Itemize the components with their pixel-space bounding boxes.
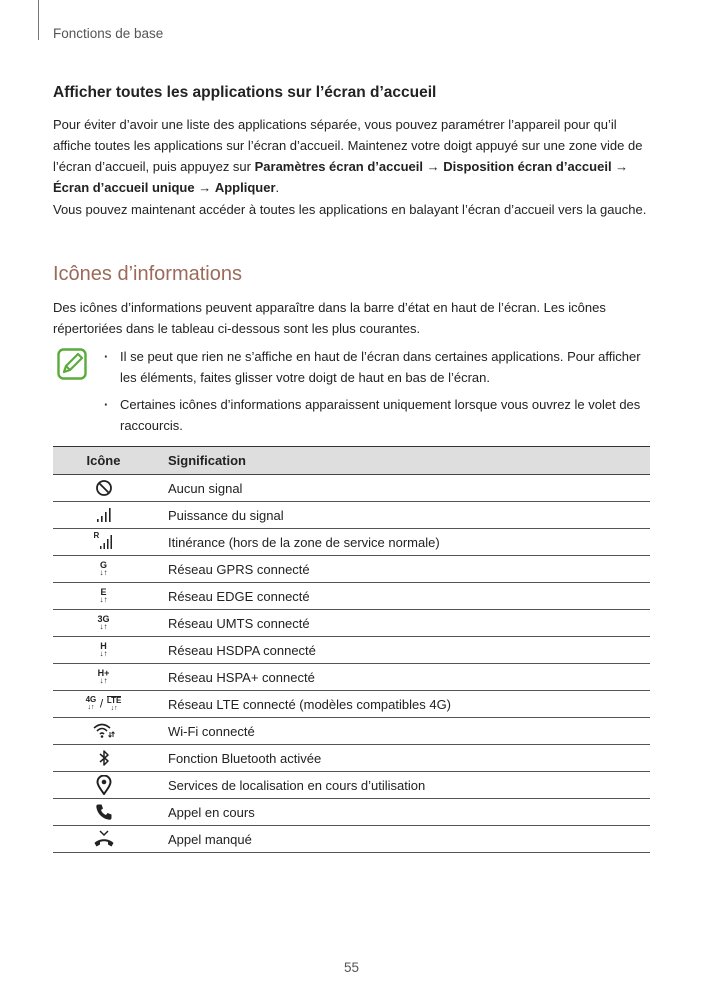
table-row [53,718,650,745]
table-row [53,502,650,529]
missed-call-icon [93,829,115,849]
table-row [53,745,650,772]
header-meaning: Signification [154,447,650,475]
row-meaning: Réseau HSPA+ connecté [154,664,650,691]
row-meaning: Réseau GPRS connecté [154,556,650,583]
signal-strength-icon [95,507,113,523]
hsdpa-icon: H ↓↑ [99,641,108,659]
phone-call-icon [95,803,113,821]
step-intro-text: Pour éviter d’avoir une liste des applications séparée, vous pouvez paramétrer l’appareil pour qu’il affiche toutes les applications sur l’écran d’accueil. Maintenez votre doigt appuyé sur une zone vide de l’écran d’accueil, puis appuyez sur [53,117,643,174]
step-arrow: → [423,159,444,174]
note-list [104,346,652,442]
row-meaning: Wi-Fi connecté [154,718,650,745]
row-meaning: Puissance du signal [154,502,650,529]
row-meaning: Réseau EDGE connecté [154,583,650,610]
table-row [53,637,650,664]
table-row [53,610,650,637]
row-meaning: Services de localisation en cours d’utilisation [154,772,650,799]
note-item: · Il se peut que rien ne s’affiche en haut de l’écran dans certaines applications. Pour afficher les éléments, faites glisser votre doigt de haut en bas de l’écran. [104,346,652,388]
step-arrow: → [611,159,629,174]
row-meaning: Appel en cours [154,799,650,826]
row-meaning: Aucun signal [154,475,650,502]
note-item: · Certaines icônes d’informations apparaissent uniquement lorsque vous ouvrez le volet des raccourcis. [104,394,652,436]
row-meaning: Réseau HSDPA connecté [154,637,650,664]
edge-icon: E ↓↑ [99,587,108,605]
table-row [53,826,650,853]
table-row [53,529,650,556]
paragraph-swipe-left: Vous pouvez maintenant accéder à toutes les applications en balayant l’écran d’accueil vers la gauche. [53,202,647,217]
table-row [53,799,650,826]
chapter-title: Fonctions de base [53,26,164,41]
table-row [53,556,650,583]
roaming-icon: R [94,533,114,551]
step-home-settings: Paramètres écran d’accueil [254,159,423,174]
table-header-row [53,447,650,475]
step-arrow: → [194,180,215,195]
step-layout: Disposition écran d’accueil [443,159,612,174]
bluetooth-icon [98,749,110,767]
umts-icon: 3G ↓↑ [97,614,110,632]
table-row [53,664,650,691]
table-row [53,583,650,610]
row-meaning: Itinérance (hors de la zone de service normale) [154,529,650,556]
page-number: 55 [343,960,360,975]
step-end: . [275,180,280,195]
table-row [53,691,650,718]
row-meaning: Réseau LTE connecté (modèles compatibles 4G) [154,691,650,718]
hspa-plus-icon: H+ ↓↑ [97,668,110,686]
info-icons-table [53,446,650,853]
gprs-icon: G ↓↑ [99,560,108,578]
paragraph-home-screen-steps [53,114,653,198]
wifi-icon [93,723,115,739]
note-pencil-icon [57,348,87,380]
location-pin-icon [96,775,112,795]
header-rule [38,0,39,40]
row-meaning: Fonction Bluetooth activée [154,745,650,772]
section-heading-info-icons: Icônes d’informations [53,263,242,285]
no-signal-icon [95,479,113,497]
header-icon: Icône [53,447,154,475]
row-meaning: Appel manqué [154,826,650,853]
section-heading-home-screen: Afficher toutes les applications sur l’écran d’accueil [53,84,437,101]
table-row [53,772,650,799]
lte-icon: 4G ↓↑ / LTE ↓↑ [85,695,122,712]
paragraph-info-icons-intro: Des icônes d’informations peuvent apparaître dans la barre d’état en haut de l’écran. Les icônes répertoriées dans le tableau ci-dessous sont les plus courantes. [53,300,606,336]
step-apply: Appliquer [214,180,276,195]
row-meaning: Réseau UMTS connecté [154,610,650,637]
step-single-home: Écran d’accueil unique [53,180,195,195]
table-row [53,475,650,502]
